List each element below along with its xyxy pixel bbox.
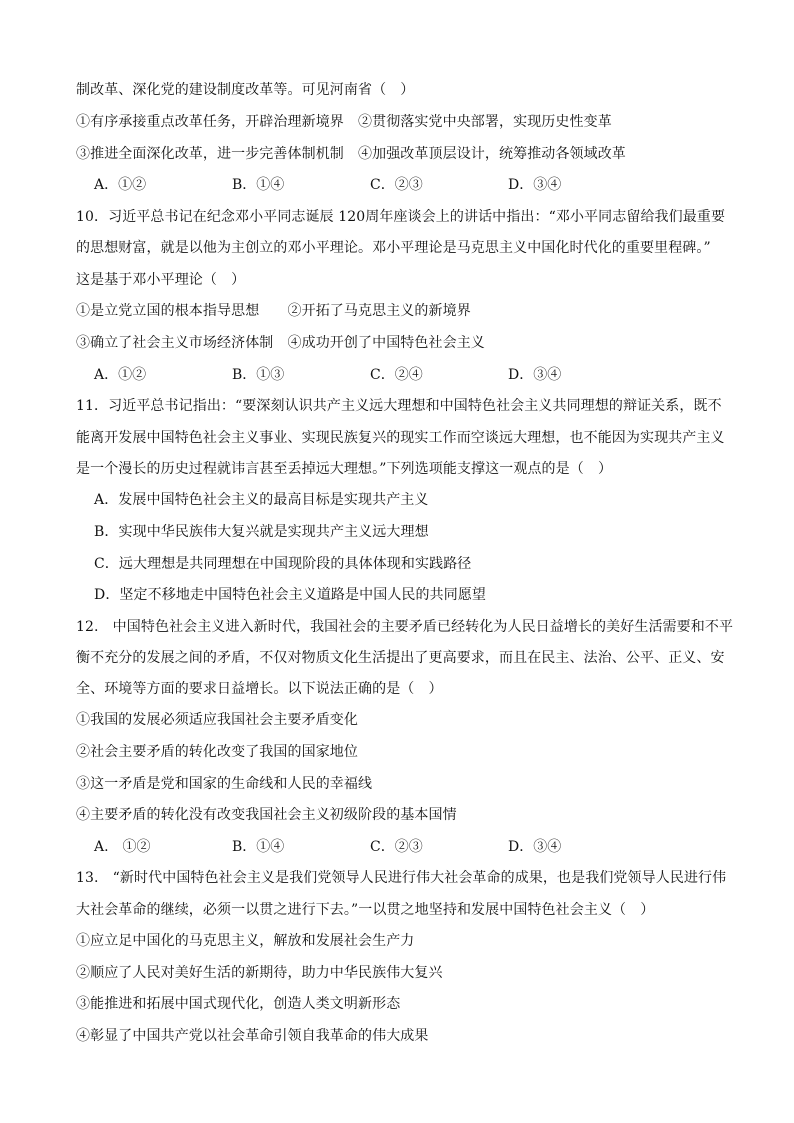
option-d[interactable]: D．③④ [508,839,562,855]
option-a[interactable]: A. ①② [94,839,151,855]
q11-stem: 能离开发展中国特色社会主义事业、实现民族复兴的现实工作而空谈远大理想，也不能因为实现共产主义 [76,430,725,446]
q10-item: ③确立了社会主义市场经济体制 ④成功开创了中国特色社会主义 [76,335,485,351]
q12-options [94,837,646,857]
q10-stem: 的思想财富，就是以他为主创立的邓小平理论。邓小平理论是马克思主义中国化时代化的重要里程碑。” [76,240,711,256]
q12-stem: 衡不充分的发展之间的矛盾，不仅对物质文化生活提出了更高要求，而且在民主、法治、公平、正义、安 [76,650,725,666]
q11-option-c[interactable]: C．远大理想是共同理想在中国现阶段的具体体现和实践路径 [94,556,472,572]
q9-item: ①有序承接重点改革任务，开辟治理新境界 ②贯彻落实党中央部署，实现历史性变革 [76,114,612,130]
option-a[interactable]: A．①② [94,367,147,383]
q9-stem: 制改革、深化党的建设制度改革等。可见河南省（ ） [76,82,415,98]
option-d[interactable]: D．③④ [508,177,562,193]
q12-item: ④主要矛盾的转化没有改变我国社会主义初级阶段的基本国情 [76,807,457,823]
q10-stem: 10．习近平总书记在纪念邓小平同志诞辰 120周年座谈会上的讲话中指出：“邓小平同志留给我们最重要 [76,209,726,225]
q13-item: ②顺应了人民对美好生活的新期待，助力中华民族伟大复兴 [76,965,443,981]
q12-item: ③这一矛盾是党和国家的生命线和人民的幸福线 [76,776,373,792]
q10-item: ①是立党立国的根本指导思想 ②开拓了马克思主义的新境界 [76,303,471,319]
q11-option-d[interactable]: D．坚定不移地走中国特色社会主义道路是中国人民的共同愿望 [94,587,487,603]
q9-item: ③推进全面深化改革，进一步完善体制机制 ④加强改革顶层设计，统筹推动各领域改革 [76,146,626,162]
q10-options [94,365,646,385]
option-b[interactable]: B．①④ [232,177,285,193]
q13-stem: 大社会革命的继续，必须一以贯之进行下去。”一以贯之地坚持和发展中国特色社会主义（ ） [76,902,655,918]
option-d[interactable]: D．③④ [508,367,562,383]
q12-item: ②社会主要矛盾的转化改变了我国的国家地位 [76,744,358,760]
q13-item: ①应立足中国化的马克思主义，解放和发展社会生产力 [76,933,415,949]
option-b[interactable]: B．①④ [232,839,285,855]
option-b[interactable]: B．①③ [232,367,285,383]
option-c[interactable]: C．②③ [370,839,423,855]
q9-options [94,175,646,195]
q11-option-a[interactable]: A．发展中国特色社会主义的最高目标是实现共产主义 [94,492,429,508]
option-c[interactable]: C．②④ [370,367,423,383]
q12-stem: 12. 中国特色社会主义进入新时代，我国社会的主要矛盾已经转化为人民日益增长的美好生活需要和不平 [76,619,734,635]
q13-item: ④彰显了中国共产党以社会革命引领自我革命的伟大成果 [76,1028,429,1044]
option-c[interactable]: C．②③ [370,177,423,193]
q11-stem: 11．习近平总书记指出：“要深刻认识共产主义远大理想和中国特色社会主义共同理想的辩证关系，既不 [76,398,722,414]
q13-stem: 13. “新时代中国特色社会主义是我们党领导人民进行伟大社会革命的成果，也是我们党领导人民进行伟 [76,870,727,886]
q11-option-b[interactable]: B．实现中华民族伟大复兴就是实现共产主义远大理想 [94,524,429,540]
q10-stem: 这是基于邓小平理论（ ） [76,272,246,288]
q12-item: ①我国的发展必须适应我国社会主要矛盾变化 [76,712,358,728]
q12-stem: 全、环境等方面的要求日益增长。以下说法正确的是（ ） [76,681,443,697]
option-a[interactable]: A．①② [94,177,147,193]
q13-item: ③能推进和拓展中国式现代化，创造人类文明新形态 [76,996,401,1012]
q11-stem: 是一个漫长的历史过程就讳言甚至丢掉远大理想。”下列选项能支撑这一观点的是（ ） [76,461,613,477]
